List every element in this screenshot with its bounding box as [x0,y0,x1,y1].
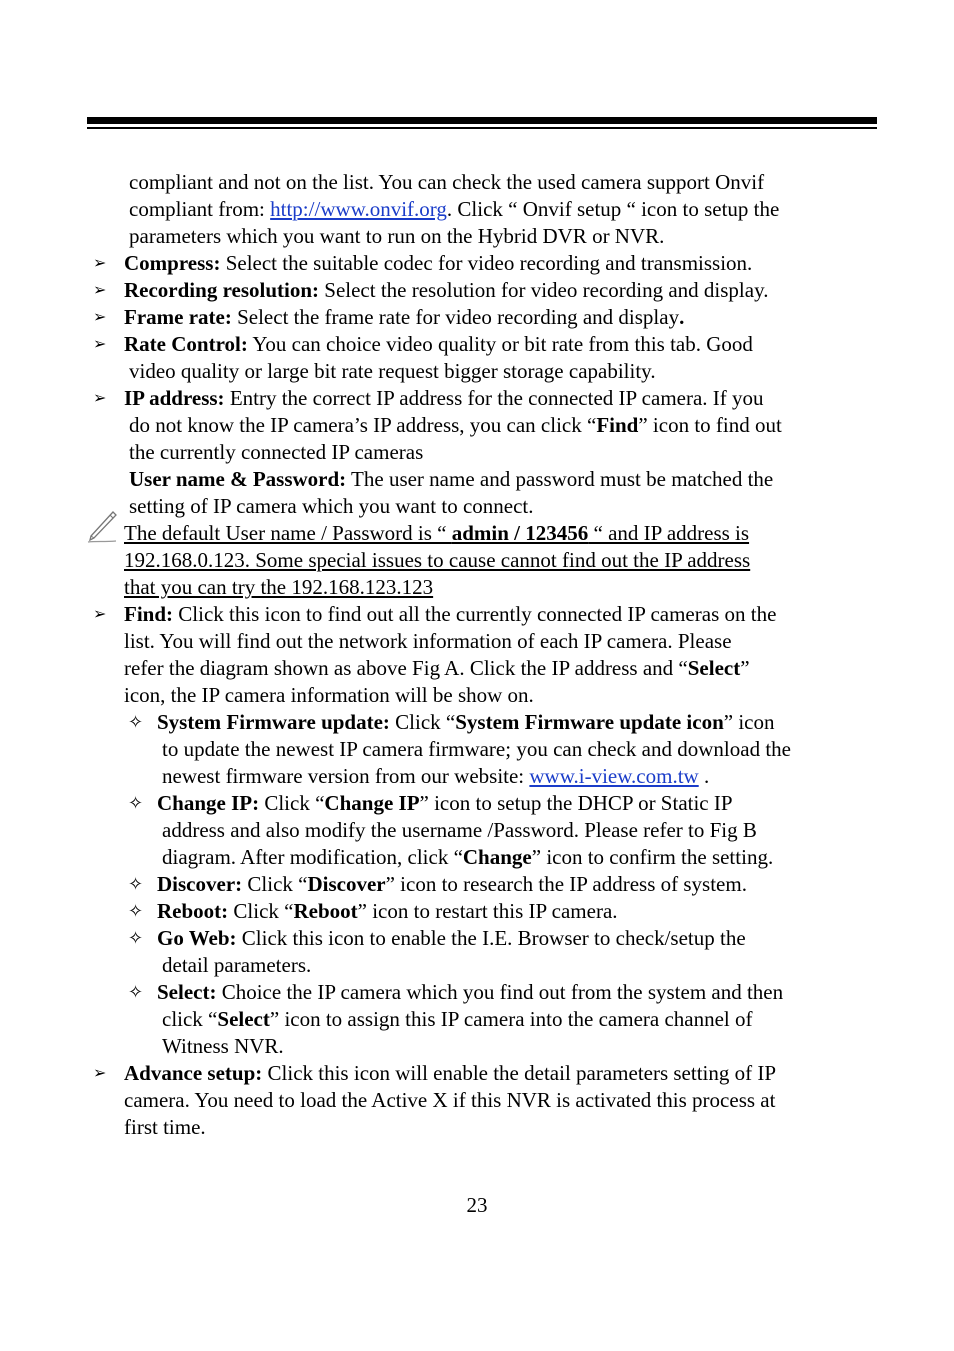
select-item: Select: Choice the IP camera which you find out from the system and then [157,980,784,1004]
system-firmware-line-2: to update the newest IP camera firmware; you can check and download the [162,737,791,761]
note-line-2: 192.168.0.123. Some special issues to cause cannot find out the IP address [124,548,751,572]
four-point-star-icon: ✧ [128,982,144,1002]
advance-setup-item: Advance setup: Click this icon will enable the detail parameters setting of IP [124,1061,777,1085]
select-line-2: click “Select” icon to assign this IP camera into the camera channel of [162,1007,753,1031]
four-point-star-icon: ✧ [128,928,144,948]
intro-line-2: compliant from: http://www.onvif.org. Click “ Onvif setup “ icon to setup the [129,197,780,221]
four-point-star-icon: ✧ [128,712,144,732]
arrowhead-bullet-icon: ➢ [93,309,107,326]
arrowhead-bullet-icon: ➢ [93,1065,107,1082]
arrowhead-bullet-icon: ➢ [93,282,107,299]
user-password-line-2: setting of IP camera which you want to connect. [129,494,534,518]
iview-website-link[interactable]: www.i-view.com.tw [529,764,699,788]
rate-control-line-2: video quality or large bit rate request bigger storage capability. [129,359,656,383]
change-ip-line-2: address and also modify the username /Password. Please refer to Fig B [162,818,757,842]
system-firmware-line-3: newest firmware version from our website: www.i-view.com.tw . [162,764,710,788]
pen-note-icon [86,510,118,544]
find-line-2: list. You will find out the network information of each IP camera. Please [124,629,732,653]
header-rule-thick [87,117,877,124]
user-password-item: User name & Password: The user name and password must be matched the [129,467,774,491]
rate-control-item: Rate Control: You can choice video quality or bit rate from this tab. Good [124,332,753,356]
ip-address-line-2: do not know the IP camera’s IP address, you can click “Find” icon to find out [129,413,782,437]
reboot-item: Reboot: Click “Reboot” icon to restart this IP camera. [157,899,618,923]
find-item: Find: Click this icon to find out all the currently connected IP cameras on the [124,602,777,626]
find-line-3: refer the diagram shown as above Fig A. Click the IP address and “Select” [124,656,750,680]
discover-item: Discover: Click “Discover” icon to research the IP address of system. [157,872,747,896]
page-number: 23 [466,1193,488,1217]
arrowhead-bullet-icon: ➢ [93,606,107,623]
arrowhead-bullet-icon: ➢ [93,390,107,407]
change-ip-item: Change IP: Click “Change IP” icon to setup the DHCP or Static IP [157,791,733,815]
change-ip-line-3: diagram. After modification, click “Change” icon to confirm the setting. [162,845,774,869]
frame-rate-item: Frame rate: Select the frame rate for video recording and display. [124,305,685,329]
go-web-item: Go Web: Click this icon to enable the I.E. Browser to check/setup the [157,926,746,950]
advance-setup-line-2: camera. You need to load the Active X if this NVR is activated this process at [124,1088,776,1112]
go-web-line-2: detail parameters. [162,953,312,977]
onvif-link[interactable]: http://www.onvif.org [270,197,447,221]
header-rule-thin [87,127,877,129]
four-point-star-icon: ✧ [128,793,144,813]
find-line-4: icon, the IP camera information will be show on. [124,683,534,707]
four-point-star-icon: ✧ [128,874,144,894]
four-point-star-icon: ✧ [128,901,144,921]
select-line-3: Witness NVR. [162,1034,284,1058]
intro-line-1: compliant and not on the list. You can check the used camera support Onvif [129,170,765,194]
arrowhead-bullet-icon: ➢ [93,255,107,272]
note-line-3: that you can try the 192.168.123.123 [124,575,434,599]
ip-address-line-3: the currently connected IP cameras [129,440,424,464]
advance-setup-line-3: first time. [124,1115,206,1139]
ip-address-item: IP address: Entry the correct IP address for the connected IP camera. If you [124,386,764,410]
recording-resolution-item: Recording resolution: Select the resolution for video recording and display. [124,278,769,302]
compress-item: Compress: Select the suitable codec for video recording and transmission. [124,251,753,275]
note-line-1: The default User name / Password is “ admin / 123456 “ and IP address is [124,521,750,545]
arrowhead-bullet-icon: ➢ [93,336,107,353]
intro-line-3: parameters which you want to run on the Hybrid DVR or NVR. [129,224,665,248]
system-firmware-update-item: System Firmware update: Click “System Firmware update icon” icon [157,710,775,734]
